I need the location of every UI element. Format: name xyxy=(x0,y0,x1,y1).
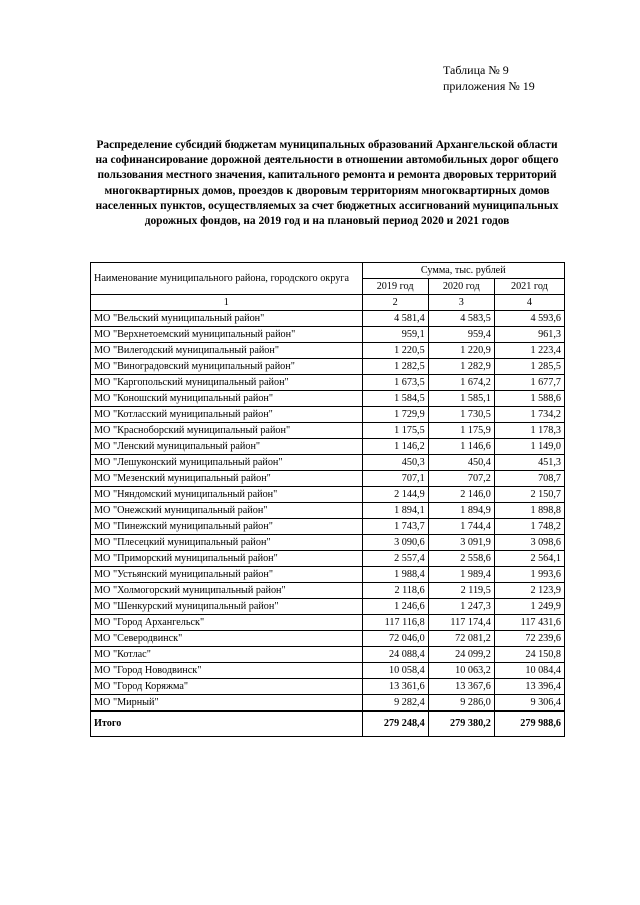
amount-cell: 1 223,4 xyxy=(494,343,564,359)
table-row xyxy=(91,679,565,695)
amount-cell: 1 894,9 xyxy=(428,503,494,519)
header-row xyxy=(91,263,565,279)
municipality-name: МО "Ленский муниципальный район" xyxy=(91,439,363,455)
table-row xyxy=(91,343,565,359)
amount-cell: 959,4 xyxy=(428,327,494,343)
table-row xyxy=(91,311,565,327)
amount-cell: 2 144,9 xyxy=(362,487,428,503)
amount-cell: 72 239,6 xyxy=(494,631,564,647)
table-row xyxy=(91,695,565,712)
municipality-name: МО "Город Новодвинск" xyxy=(91,663,363,679)
amount-cell: 2 123,9 xyxy=(494,583,564,599)
amount-cell: 3 090,6 xyxy=(362,535,428,551)
table-row xyxy=(91,615,565,631)
municipality-name: МО "Верхнетоемский муниципальный район" xyxy=(91,327,363,343)
amount-cell: 13 396,4 xyxy=(494,679,564,695)
amount-cell: 1 249,9 xyxy=(494,599,564,615)
amount-cell: 9 282,4 xyxy=(362,695,428,712)
amount-cell: 961,3 xyxy=(494,327,564,343)
municipality-name: МО "Лешуконский муниципальный район" xyxy=(91,455,363,471)
amount-cell: 1 588,6 xyxy=(494,391,564,407)
table-row xyxy=(91,631,565,647)
municipality-name: МО "Каргопольский муниципальный район" xyxy=(91,375,363,391)
amount-cell: 1 149,0 xyxy=(494,439,564,455)
amount-cell: 1 743,7 xyxy=(362,519,428,535)
amount-cell: 2 146,0 xyxy=(428,487,494,503)
amount-cell: 1 734,2 xyxy=(494,407,564,423)
amount-cell: 117 174,4 xyxy=(428,615,494,631)
municipality-name: МО "Котласский муниципальный район" xyxy=(91,407,363,423)
year-2021-header: 2021 год xyxy=(494,279,564,295)
column-number: 3 xyxy=(428,295,494,311)
document-title: Распределение субсидий бюджетам муниципальных образований Архангельской области на софинансирование дорожной деятельности в отношении автомобильных дорог общего пользования местного значения, капитального ремонта и ремонта дворовых территорий многоквартирных домов, проездов к дворовым территориям многоквартирных домов населенных пунктов, осуществляемых за счет бюджетных ассигнований муниципальных дорожных фондов, на 2019 год и на плановый период 2020 и 2021 годов xyxy=(95,139,559,228)
table-row xyxy=(91,439,565,455)
table-row xyxy=(91,423,565,439)
amount-cell: 13 367,6 xyxy=(428,679,494,695)
amount-cell: 72 081,2 xyxy=(428,631,494,647)
municipality-name: МО "Вельский муниципальный район" xyxy=(91,311,363,327)
amount-cell: 1 220,9 xyxy=(428,343,494,359)
amount-cell: 1 584,5 xyxy=(362,391,428,407)
table-caption xyxy=(443,62,535,94)
table-row xyxy=(91,375,565,391)
amount-cell: 9 306,4 xyxy=(494,695,564,712)
municipality-name: МО "Мирный" xyxy=(91,695,363,712)
table-row xyxy=(91,391,565,407)
amount-cell: 707,1 xyxy=(362,471,428,487)
table-row xyxy=(91,487,565,503)
amount-cell: 1 894,1 xyxy=(362,503,428,519)
amount-cell: 4 583,5 xyxy=(428,311,494,327)
amount-cell: 959,1 xyxy=(362,327,428,343)
amount-cell: 2 557,4 xyxy=(362,551,428,567)
column-number: 2 xyxy=(362,295,428,311)
amount-cell: 10 058,4 xyxy=(362,663,428,679)
table-row xyxy=(91,583,565,599)
table-row xyxy=(91,599,565,615)
amount-cell: 1 178,3 xyxy=(494,423,564,439)
table-row xyxy=(91,359,565,375)
amount-cell: 2 118,6 xyxy=(362,583,428,599)
table-row xyxy=(91,663,565,679)
amount-cell: 117 116,8 xyxy=(362,615,428,631)
amount-cell: 1 673,5 xyxy=(362,375,428,391)
municipality-name: МО "Шенкурский муниципальный район" xyxy=(91,599,363,615)
amount-cell: 2 558,6 xyxy=(428,551,494,567)
table-row xyxy=(91,455,565,471)
table-row xyxy=(91,503,565,519)
year-2019-header: 2019 год xyxy=(362,279,428,295)
amount-cell: 451,3 xyxy=(494,455,564,471)
total-amount: 279 988,6 xyxy=(494,711,564,737)
municipality-name: МО "Онежский муниципальный район" xyxy=(91,503,363,519)
amount-cell: 1 674,2 xyxy=(428,375,494,391)
municipality-name: МО "Коношский муниципальный район" xyxy=(91,391,363,407)
total-amount: 279 380,2 xyxy=(428,711,494,737)
amount-cell: 3 091,9 xyxy=(428,535,494,551)
amount-cell: 24 099,2 xyxy=(428,647,494,663)
municipality-name: МО "Устьянский муниципальный район" xyxy=(91,567,363,583)
total-amount: 279 248,4 xyxy=(362,711,428,737)
amount-cell: 1 246,6 xyxy=(362,599,428,615)
amount-cell: 1 585,1 xyxy=(428,391,494,407)
amount-cell: 117 431,6 xyxy=(494,615,564,631)
year-2020-header: 2020 год xyxy=(428,279,494,295)
amount-cell: 2 564,1 xyxy=(494,551,564,567)
municipality-name: МО "Приморский муниципальный район" xyxy=(91,551,363,567)
amount-cell: 2 119,5 xyxy=(428,583,494,599)
column-header-name: Наименование муниципального района, городского округа xyxy=(91,263,363,295)
amount-cell: 9 286,0 xyxy=(428,695,494,712)
amount-cell: 1 898,8 xyxy=(494,503,564,519)
amount-cell: 1 247,3 xyxy=(428,599,494,615)
column-number: 1 xyxy=(91,295,363,311)
amount-cell: 1 744,4 xyxy=(428,519,494,535)
table-row xyxy=(91,327,565,343)
table-row xyxy=(91,407,565,423)
table-row xyxy=(91,519,565,535)
amount-cell: 1 993,6 xyxy=(494,567,564,583)
amount-cell: 450,3 xyxy=(362,455,428,471)
amount-cell: 1 730,5 xyxy=(428,407,494,423)
table-body xyxy=(91,263,565,737)
amount-cell: 1 146,6 xyxy=(428,439,494,455)
amount-cell: 1 748,2 xyxy=(494,519,564,535)
amount-cell: 1 175,5 xyxy=(362,423,428,439)
municipality-name: МО "Северодвинск" xyxy=(91,631,363,647)
amount-cell: 1 285,5 xyxy=(494,359,564,375)
table-row xyxy=(91,535,565,551)
amount-cell: 13 361,6 xyxy=(362,679,428,695)
municipality-name: МО "Город Коряжма" xyxy=(91,679,363,695)
table-row xyxy=(91,471,565,487)
amount-cell: 708,7 xyxy=(494,471,564,487)
amount-cell: 450,4 xyxy=(428,455,494,471)
table-number: Таблица № 9 xyxy=(443,63,509,77)
table-row xyxy=(91,567,565,583)
amount-cell: 72 046,0 xyxy=(362,631,428,647)
subsidy-table xyxy=(90,262,565,737)
amount-cell: 707,2 xyxy=(428,471,494,487)
amount-cell: 1 677,7 xyxy=(494,375,564,391)
amount-cell: 10 084,4 xyxy=(494,663,564,679)
amount-cell: 1 220,5 xyxy=(362,343,428,359)
municipality-name: МО "Вилегодский муниципальный район" xyxy=(91,343,363,359)
municipality-name: МО "Виноградовский муниципальный район" xyxy=(91,359,363,375)
municipality-name: МО "Пинежский муниципальный район" xyxy=(91,519,363,535)
appendix-label: приложения № 19 xyxy=(443,79,535,93)
municipality-name: МО "Няндомский муниципальный район" xyxy=(91,487,363,503)
municipality-name: МО "Плесецкий муниципальный район" xyxy=(91,535,363,551)
municipality-name: МО "Мезенский муниципальный район" xyxy=(91,471,363,487)
amount-cell: 1 989,4 xyxy=(428,567,494,583)
table-row xyxy=(91,647,565,663)
total-row xyxy=(91,711,565,737)
column-number: 4 xyxy=(494,295,564,311)
municipality-name: МО "Котлас" xyxy=(91,647,363,663)
amount-cell: 24 150,8 xyxy=(494,647,564,663)
amount-cell: 1 282,9 xyxy=(428,359,494,375)
total-label: Итого xyxy=(91,711,363,737)
amount-cell: 1 175,9 xyxy=(428,423,494,439)
amount-cell: 4 581,4 xyxy=(362,311,428,327)
amount-cell: 10 063,2 xyxy=(428,663,494,679)
amount-cell: 1 282,5 xyxy=(362,359,428,375)
amount-cell: 1 729,9 xyxy=(362,407,428,423)
municipality-name: МО "Холмогорский муниципальный район" xyxy=(91,583,363,599)
amount-cell: 1 146,2 xyxy=(362,439,428,455)
amount-cell: 3 098,6 xyxy=(494,535,564,551)
municipality-name: МО "Красноборский муниципальный район" xyxy=(91,423,363,439)
municipality-name: МО "Город Архангельск" xyxy=(91,615,363,631)
table-row xyxy=(91,551,565,567)
amount-cell: 1 988,4 xyxy=(362,567,428,583)
amount-cell: 24 088,4 xyxy=(362,647,428,663)
amount-cell: 4 593,6 xyxy=(494,311,564,327)
column-header-sum: Сумма, тыс. рублей xyxy=(362,263,564,279)
amount-cell: 2 150,7 xyxy=(494,487,564,503)
column-numbers-row xyxy=(91,295,565,311)
